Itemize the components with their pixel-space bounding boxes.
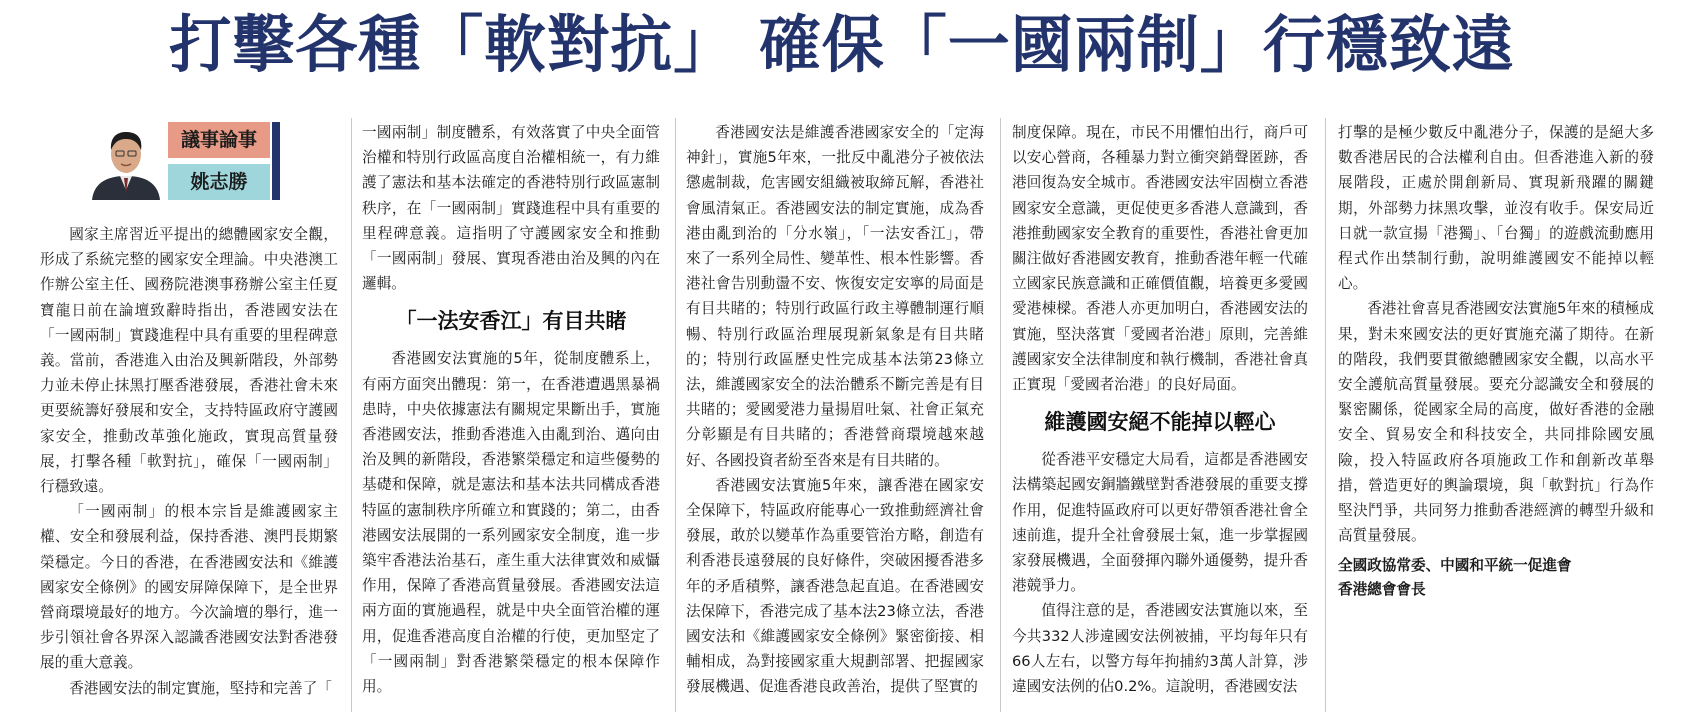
paragraph: 香港社會喜見香港國安法實施5年來的積極成果，對未來國安法的更好實施充滿了期待。在新的階段，我們要貫徹總體國家安全觀，以高水平安全護航高質量發展。要充分認識安全和發展的緊密關係，從國家全局的高度，做好香港的金融安全、貿易安全和科技安全，共同排除國安風險，投入特區政府各項施政工作和創新改革舉措，營造更好的輿論環境，與「軟對抗」行為作堅決鬥爭，共同努力推動香港經濟的轉型升級和高質量發展。 xyxy=(1338,300,1654,545)
paragraph: 香港國安法實施的5年，從制度體系上，有兩方面突出體現：第一，在香港遭遇黑暴禍患時，中央依據憲法有關規定果斷出手，實施香港國安法，推動香港進入由亂到治、邁向由治及興的新階段，香港繁榮穩定和這些優勢的基礎和保障，就是憲法和基本法共同構成香港特區的憲制秩序所確立和實踐的；第二，由香港國安法展開的一系列國家安全制度，進一步築牢香港法治基石，產生重大法律實效和威懾作用，保障了香港高質量發展。香港國安法這兩方面的實施過程，就是中央全面管治權的運用，促進香港高度自治權的行使，更加堅定了「一國兩制」對香港繁榮穩定的根本保障作用。 xyxy=(362,350,660,696)
paragraph: 打擊的是極少數反中亂港分子，保護的是絕大多數香港居民的合法權利自由。但香港進入新的發展階段，正處於開創新局、實現新飛躍的關鍵期，外部勢力抹黑攻擊，並沒有收手。保安局近日就一款宣揚「港獨」、「台獨」的遊戲流動應用程式作出禁制行動，說明維護國安不能掉以輕心。 xyxy=(1338,124,1654,293)
paragraph: 香港國安法的制定實施，堅持和完善了「 xyxy=(69,679,332,697)
paragraph: 「一國兩制」的根本宗旨是維護國家主權、安全和發展利益，保持香港、澳門長期繁榮穩定。今日的香港，在香港國安法和《維護國家安全條例》的國安屏障保障下，是全世界營商環境最好的地方。今次論壇的舉行，進一步引領社會各界深入認識香港國安法對香港發展的重大意義。 xyxy=(40,503,338,672)
column-divider xyxy=(1325,118,1326,712)
author-portrait xyxy=(88,124,164,200)
author-name-tag: 姚志勝 xyxy=(168,164,270,200)
author-byline xyxy=(88,118,344,204)
paragraph: 香港國安法實施5年來，讓香港在國家安全保障下，特區政府能專心一致推動經濟社會發展，敢於以變革作為重要管治方略，創造有利香港長遠發展的良好條件，突破困擾香港多年的矛盾積弊，讓香港急起直追。在香港國安法保障下，香港完成了基本法23條立法，香港國安法和《維護國家安全條例》緊密銜接、相輔相成，為對接國家重大規劃部署、把握國家發展機遇、促進香港良政善治，提供了堅實的 xyxy=(686,476,984,696)
paragraph: 國家主席習近平提出的總體國家安全觀，形成了系統完整的國家安全理論。中央港澳工作辦公室主任、國務院港澳事務辦公室主任夏寶龍日前在論壇致辭時指出，香港國安法在「一國兩制」實踐進程中具有重要的里程碑意義。當前，香港進入由治及興新階段，外部勢力並未停止抹黑打壓香港發展，香港社會未來更要統籌好發展和安全，支持特區政府守護國家安全，推動改革強化施政，實現高質量發展，打擊各種「軟對抗」，確保「一國兩制」行穩致遠。 xyxy=(40,226,338,496)
headline: 打擊各種「軟對抗」 確保「一國兩制」行穩致遠 xyxy=(169,8,1515,81)
article-column-1 xyxy=(40,222,338,712)
paragraph: 香港國安法是維護香港國家安全的「定海神針」，實施5年來，一批反中亂港分子被依法懲處制裁，危害國安組織被取締瓦解，香港社會風清氣正。香港國安法的制定實施，成為香港由亂到治的「分水嶺」，「一法安香江」，帶來了一系列全局性、變革性、根本性影響。香港社會告別動盪不安、恢復安定安寧的局面是有目共睹的；特別行政區行政主導體制運行順暢、特別行政區治理展現新氣象是有目共睹的；特別行政區歷史性完成基本法第23條立法，維護國家安全的法治體系不斷完善是有目共睹的；愛國愛港力量揚眉吐氣、社會正氣充分彰顯是有目共睹的；香港營商環境越來越好、各國投資者紛至沓來是有目共睹的。 xyxy=(686,124,984,469)
tag-accent-bar xyxy=(272,122,280,200)
paragraph: 從香港平安穩定大局看，這都是香港國安法構築起國安銅牆鐵壁對香港發展的重要支撐作用，促進特區政府可以更好帶領香港社會全速前進，提升全社會發展士氣，進一步掌握國家發展機遇，全面發揮內聯外通優勢，提升香港競爭力。 xyxy=(1012,451,1308,595)
paragraph: 值得注意的是，香港國安法實施以來，至今共332人涉違國安法例被捕，平均每年只有66人左右，以警方每年拘捕約3萬人計算，涉違國安法例的佔0.2%。這說明，香港國安法 xyxy=(1012,602,1308,696)
article-column-3 xyxy=(686,120,984,712)
signature-line: 全國政協常委、中國和平統一促進會 xyxy=(1338,557,1572,575)
article-column-2 xyxy=(362,120,660,712)
column-divider xyxy=(351,118,352,712)
author-signature xyxy=(1338,554,1654,602)
column-name-tag: 議事論事 xyxy=(168,122,270,158)
section-heading: 維護國安絕不能掉以輕心 xyxy=(1044,410,1276,435)
column-divider xyxy=(1000,118,1001,712)
article-column-4 xyxy=(1012,120,1308,712)
section-heading: 「一法安香江」有目共睹 xyxy=(395,309,627,334)
paragraph: 制度保障。現在，市民不用懼怕出行，商戶可以安心營商，各種暴力對立衝突銷聲匿跡，香港回復為安全城市。香港國安法牢固樹立香港國家安全意識，更促使更多香港人意識到，香港推動國家安全教育的重要性，香港社會更加關注做好香港國安教育，推動香港年輕一代確立國家民族意識和正確價值觀，培養更多愛國愛港棟樑。香港人亦更加明白，香港國安法的實施，堅決落實「愛國者治港」原則，完善維護國家安全法律制度和執行機制，香港社會真正實現「愛國者治港」的良好局面。 xyxy=(1012,124,1308,394)
signature-line: 香港總會會長 xyxy=(1338,581,1426,599)
article-column-5 xyxy=(1338,120,1654,712)
paragraph: 一國兩制」制度體系，有效落實了中央全面管治權和特別行政區高度自治權相統一，有力維護了憲法和基本法確定的香港特別行政區憲制秩序，在「一國兩制」實踐進程中具有重要的里程碑意義。這指明了守護國家安全和推動「一國兩制」發展、實現香港由治及興的內在邏輯。 xyxy=(362,124,660,293)
column-divider xyxy=(675,118,676,712)
